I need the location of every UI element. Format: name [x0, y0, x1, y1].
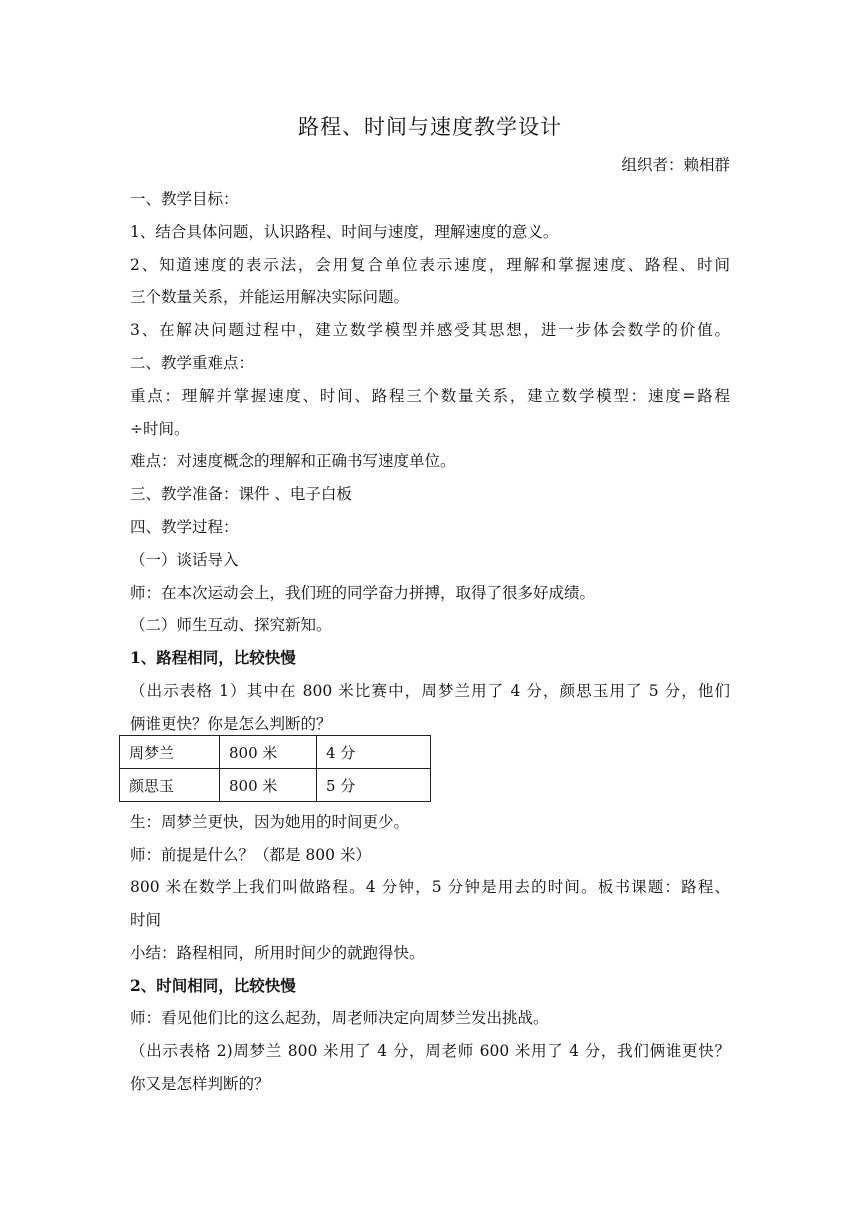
table-row	[120, 736, 431, 769]
text-line: 难点：对速度概念的理解和正确书写速度单位。	[130, 452, 456, 471]
text-line: 3、在解决问题过程中，建立数学模型并感受其思想，进一步体会数学的价值。	[130, 321, 730, 340]
table-cell-distance: 800 米	[220, 736, 317, 769]
section-heading: 1、路程相同，比较快慢	[130, 648, 296, 668]
text-line: 一、教学目标：	[130, 190, 239, 208]
text-line: 师：前提是什么？（都是 800 米）	[130, 845, 371, 864]
text-line: 俩谁更快？你是怎么判断的？	[130, 714, 332, 733]
text-line: 二、教学重难点：	[130, 354, 255, 372]
table-row	[120, 769, 431, 802]
text-line: 四、教学过程：	[130, 518, 239, 536]
text-line: 生：周梦兰更快，因为她用的时间更少。	[130, 813, 410, 831]
text-line: （二）师生互动、探究新知。	[130, 616, 332, 635]
text-line: （出示表格 1）其中在 800 米比赛中，周梦兰用了 4 分，颜思玉用了 5 分，他们	[130, 682, 730, 700]
text-line: 1、结合具体问题，认识路程、时间与速度，理解速度的意义。	[130, 222, 559, 241]
section-heading: 2、时间相同，比较快慢	[130, 975, 296, 995]
table-cell-name: 颜思玉	[120, 769, 220, 802]
document-title: 路程、时间与速度教学设计	[298, 115, 562, 139]
table-cell-name: 周梦兰	[120, 736, 220, 769]
table-cell-time: 5 分	[317, 769, 431, 802]
text-line: （一）谈话导入	[130, 550, 239, 569]
text-line: 师：在本次运动会上，我们班的同学奋力拼搏，取得了很多好成绩。	[130, 583, 596, 602]
text-line: （出示表格 2)周梦兰 800 米用了 4 分，周老师 600 米用了 4 分，我们俩谁更快？	[130, 1041, 730, 1060]
text-line: 师：看见他们比的这么起劲，周老师决定向周梦兰发出挑战。	[130, 1009, 549, 1028]
text-line: ÷时间。	[130, 419, 190, 438]
text-line: 三、教学准备：课件 、电子白板	[130, 485, 352, 504]
table-cell-time: 4 分	[317, 736, 431, 769]
comparison-table-1	[119, 735, 431, 802]
text-line: 重点：理解并掌握速度、时间、路程三个数量关系，建立数学模型：速度=路程	[130, 386, 730, 405]
text-line: 2、知道速度的表示法，会用复合单位表示速度，理解和掌握速度、路程、时间	[130, 255, 730, 274]
text-line: 你又是怎样判断的？	[130, 1074, 270, 1093]
organizer-line: 组织者：赖相群	[621, 156, 730, 174]
text-line: 时间	[130, 911, 162, 930]
table-cell-distance: 800 米	[220, 769, 317, 802]
text-line: 800 米在数学上我们叫做路程。4 分钟，5 分钟是用去的时间。板书课题：路程、	[130, 878, 730, 897]
text-line: 三个数量关系，并能运用解决实际问题。	[130, 288, 410, 307]
text-line: 小结：路程相同，所用时间少的就跑得快。	[130, 943, 425, 962]
